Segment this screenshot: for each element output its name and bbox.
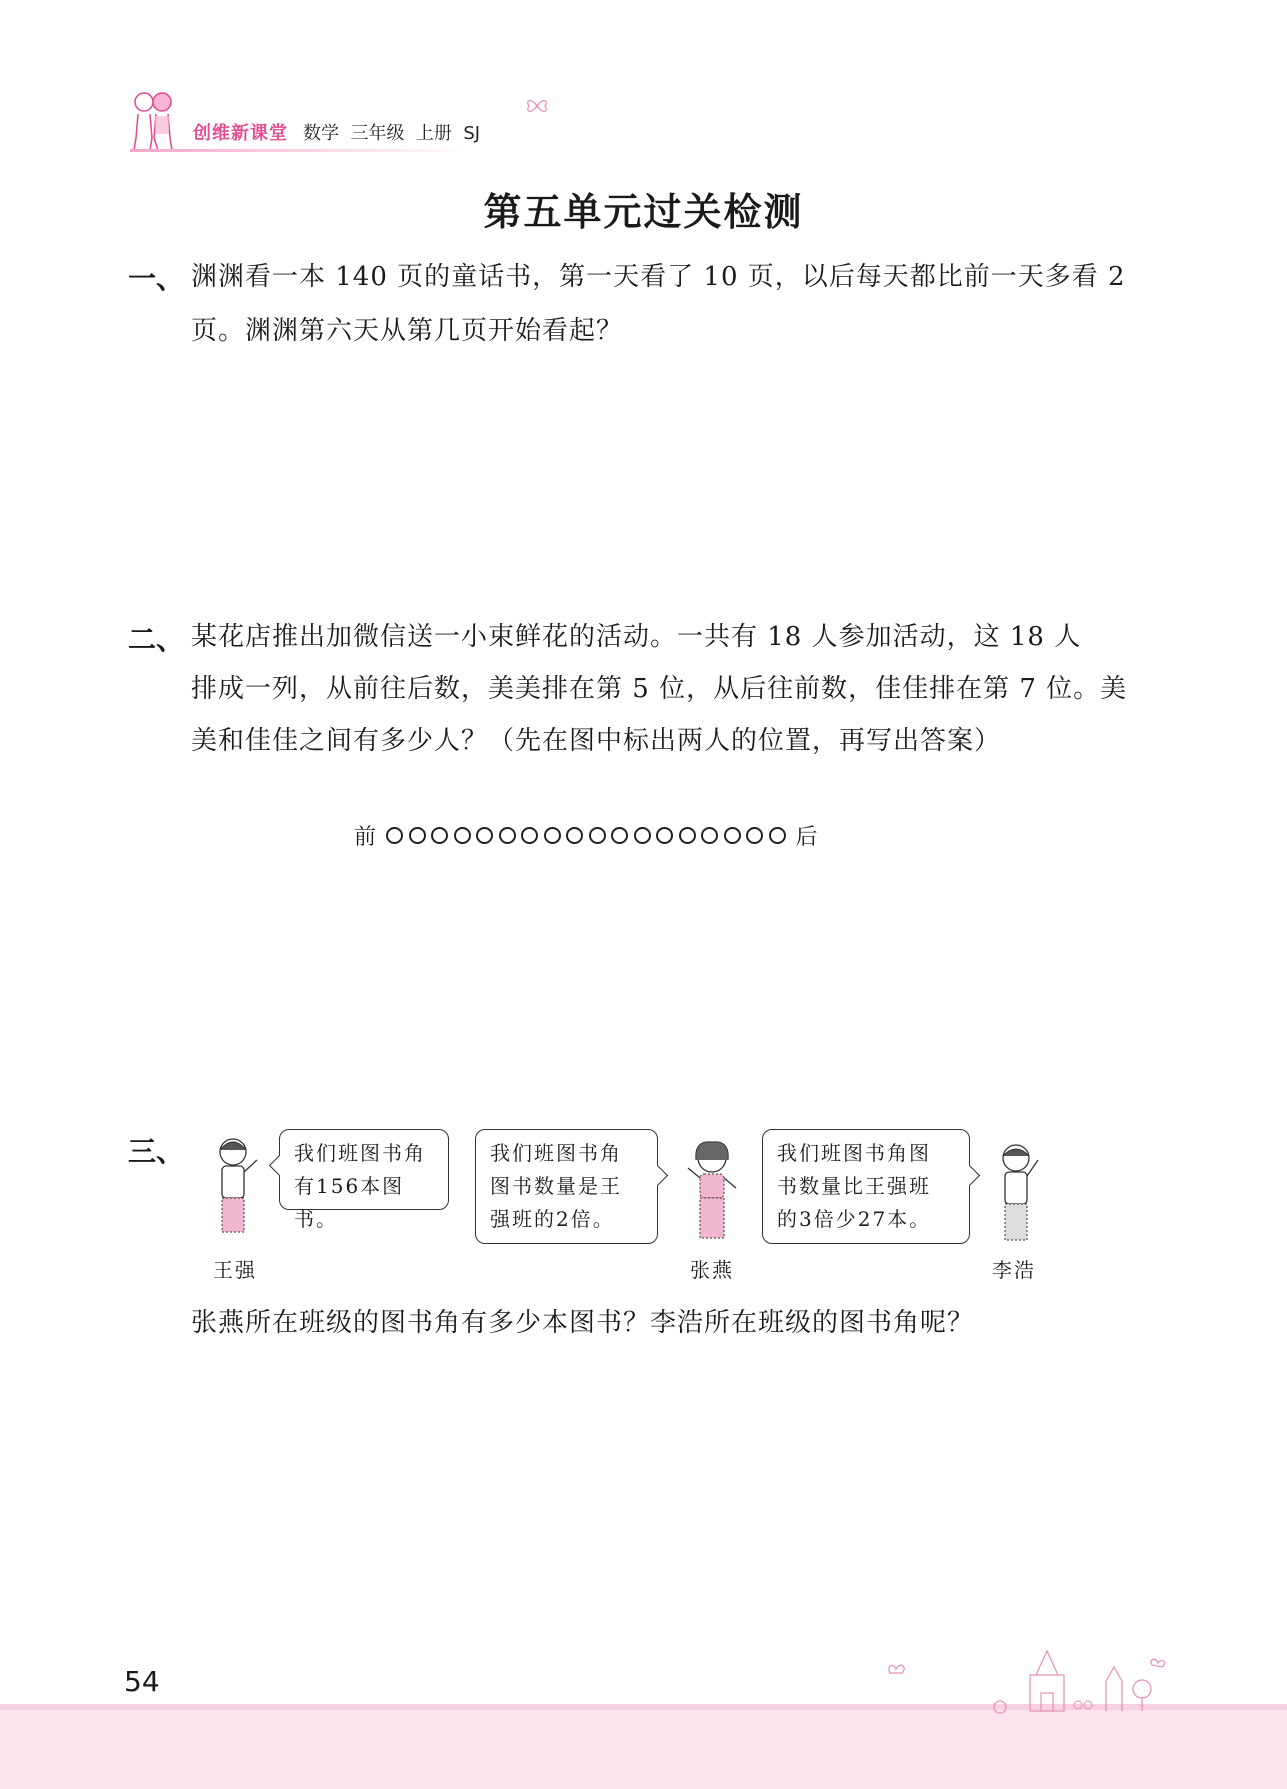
q1-number: 一、: [128, 262, 185, 295]
queue-circle: [656, 827, 673, 844]
queue-circle: [386, 827, 403, 844]
page-number: 54: [124, 1665, 160, 1698]
q3-question: 张燕所在班级的图书角有多少本图书？李浩所在班级的图书角呢？: [191, 1308, 975, 1338]
q2-line-3: 美和佳佳之间有多少人？（先在图中标出两人的位置，再写出答案）: [191, 726, 1002, 756]
queue-circle: [566, 827, 583, 844]
q2-number: 二、: [128, 623, 185, 656]
boy-lihao-icon: [990, 1138, 1046, 1246]
queue-circle: [769, 827, 786, 844]
q1-text: [191, 250, 1141, 358]
queue-circle: [679, 827, 696, 844]
front-label: 前: [354, 825, 377, 850]
girl-zhangyan-icon: [680, 1138, 744, 1246]
name-lihao: 李浩: [992, 1258, 1036, 1282]
bubble3-line-1: 我们班图书角图: [777, 1141, 931, 1165]
name-wangqiang: 王强: [213, 1258, 257, 1282]
bubble-zhangyan: [475, 1129, 658, 1244]
name-zhangyan: 张燕: [690, 1258, 734, 1282]
bubble2-line-2: 图书数量是王: [490, 1174, 622, 1198]
q2-line-2: 排成一列，从前往后数，美美排在第 5 位，从后往前数，佳佳排在第 7 位。美: [191, 674, 1128, 704]
queue-circle: [611, 827, 628, 844]
bubble3-line-2: 书数量比王强班: [777, 1174, 931, 1198]
kids-logo-icon: [128, 88, 178, 154]
bubble3-line-3: 的3倍少27本。: [777, 1207, 932, 1231]
book-subtitle: 数学 三年级 上册 SJ: [303, 123, 481, 144]
q1-line-2: 页。渊渊第六天从第几页开始看起？: [191, 316, 624, 346]
queue-circle: [409, 827, 426, 844]
queue-circle: [634, 827, 651, 844]
bubble2-line-3: 强班的2倍。: [490, 1207, 615, 1231]
butterfly-icon: [525, 97, 549, 115]
brand-name: 创维新课堂: [193, 123, 288, 144]
header-divider: [130, 149, 470, 152]
queue-circle: [431, 827, 448, 844]
queue-circle: [476, 827, 493, 844]
bubble1-line-1: 我们班图书角: [294, 1141, 426, 1165]
queue-circles: [386, 827, 786, 844]
bubble-wangqiang: [279, 1129, 449, 1231]
back-label: 后: [795, 825, 818, 850]
boy-wangqiang-icon: [205, 1132, 265, 1240]
footer-band: [0, 1710, 1287, 1789]
bubble1-line-2: 有156本图书。: [294, 1174, 405, 1231]
queue-circle: [521, 827, 538, 844]
page-title: 第五单元过关检测: [483, 190, 804, 234]
castle-decoration-icon: [880, 1645, 1170, 1715]
queue-diagram: [354, 820, 818, 851]
q2-line-1: 某花店推出加微信送一小束鲜花的活动。一共有 18 人参加活动，这 18 人: [191, 622, 1082, 652]
queue-circle: [499, 827, 516, 844]
bubble-lihao: [762, 1129, 970, 1244]
queue-circle: [724, 827, 741, 844]
q3-number: 三、: [128, 1135, 185, 1168]
queue-circle: [701, 827, 718, 844]
q2-text: [191, 611, 1141, 767]
bubble2-line-1: 我们班图书角: [490, 1141, 622, 1165]
q1-line-1: 渊渊看一本 140 页的童话书，第一天看了 10 页，以后每天都比前一天多看 2: [191, 262, 1126, 292]
queue-circle: [454, 827, 471, 844]
queue-circle: [589, 827, 606, 844]
queue-circle: [746, 827, 763, 844]
queue-circle: [544, 827, 561, 844]
